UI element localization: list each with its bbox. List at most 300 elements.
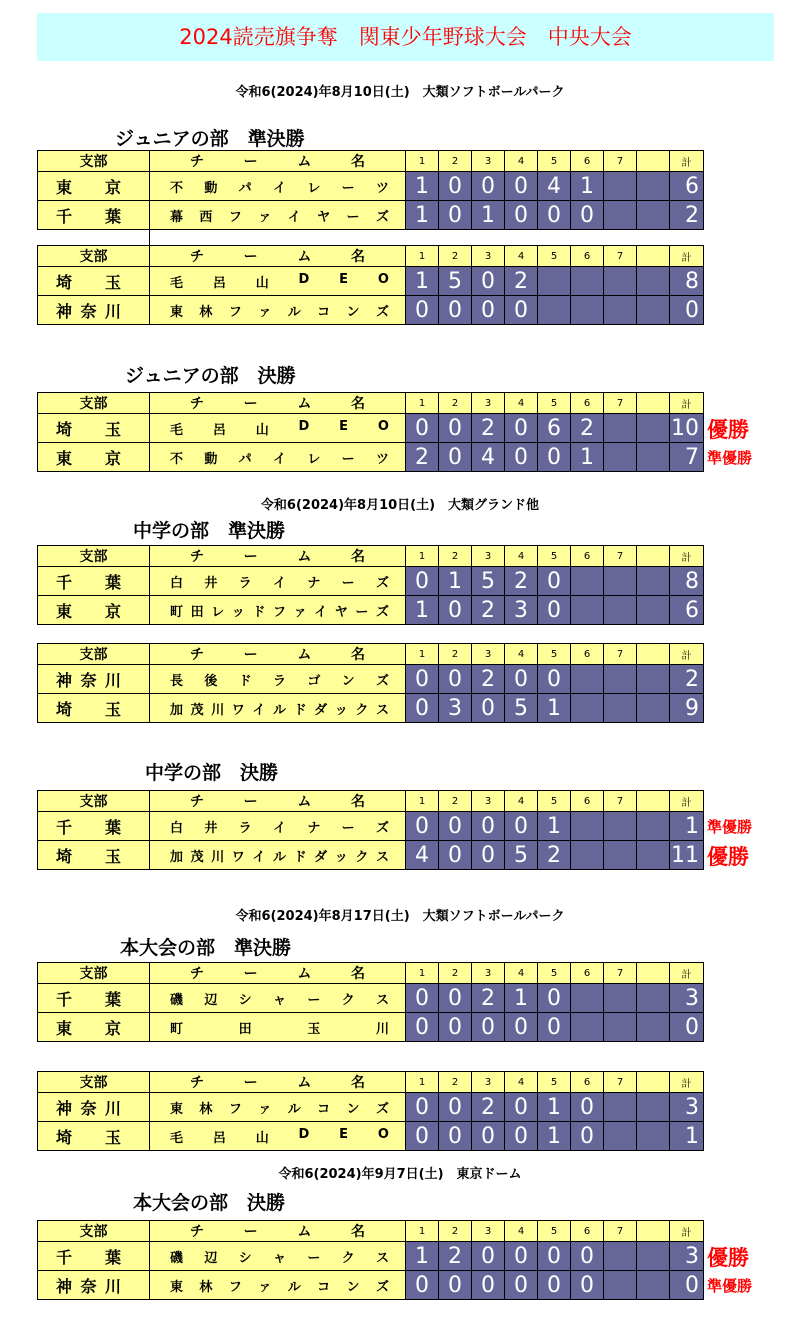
result-label: 準優勝 (707, 449, 753, 467)
team-name-char: 川 (211, 849, 225, 865)
header-row (38, 246, 704, 267)
header-branch: 支部 (38, 963, 150, 984)
team-name-char: コ (317, 1101, 331, 1117)
header-branch: 支部 (38, 246, 150, 267)
team-name-char: O (377, 418, 389, 434)
inning-score (637, 201, 670, 230)
inning-score (538, 267, 571, 296)
team-name-char: 不 (170, 180, 184, 196)
branch-cell (38, 201, 150, 230)
total-score: 8 (670, 567, 704, 596)
header-inning: 2 (439, 393, 472, 414)
team-name-char: フ (272, 604, 286, 620)
team-row (38, 1093, 704, 1122)
header-inning: 4 (505, 963, 538, 984)
inning-score: 0 (406, 812, 439, 841)
dateline: 令和6(2024)年8月10日(土) 大類ソフトボールパーク (235, 85, 565, 100)
header-row (38, 393, 704, 414)
header-branch: 支部 (38, 791, 150, 812)
team-name-char: 後 (204, 673, 218, 689)
team-name-char: E (339, 271, 349, 287)
inning-score (637, 1013, 670, 1042)
header-inning: 2 (439, 246, 472, 267)
inning-score: 1 (538, 812, 571, 841)
inning-score: 0 (505, 201, 538, 230)
header-inning: 7 (604, 1221, 637, 1242)
inning-score: 0 (406, 665, 439, 694)
team-name-char: コ (317, 304, 331, 320)
inning-score: 0 (538, 665, 571, 694)
team-name-char: 東 (170, 1101, 184, 1117)
header-inning: 2 (439, 791, 472, 812)
team-name-char: 呂 (212, 1130, 226, 1146)
team-row (38, 414, 704, 443)
header-inning: 4 (505, 246, 538, 267)
header-team-char: ム (297, 647, 312, 663)
team-name-char: 幕 (170, 209, 184, 225)
inning-score: 0 (439, 841, 472, 870)
header-inning: 6 (571, 1221, 604, 1242)
team-name-char: 不 (170, 451, 184, 467)
header-inning: 6 (571, 644, 604, 665)
inning-score (538, 296, 571, 325)
inning-score (604, 812, 637, 841)
header-inning: 3 (472, 963, 505, 984)
team-name-char: ズ (375, 1101, 389, 1117)
team-name-cell (150, 1271, 406, 1300)
inning-score: 0 (472, 841, 505, 870)
total-score: 10 (670, 414, 704, 443)
inning-score (571, 567, 604, 596)
inning-score (571, 665, 604, 694)
team-name-char: ズ (375, 1279, 389, 1295)
inning-score: 0 (406, 1271, 439, 1300)
team-name-char: 川 (375, 1021, 389, 1037)
score-table (37, 392, 704, 472)
inning-score (604, 841, 637, 870)
team-name-char: ズ (375, 209, 389, 225)
inning-score: 0 (439, 414, 472, 443)
team-row (38, 1013, 704, 1042)
team-name-char: ド (293, 702, 307, 718)
result-label: 優勝 (707, 1246, 749, 1270)
header-team (150, 151, 406, 172)
team-row (38, 296, 704, 325)
branch-char: 玉 (104, 419, 121, 439)
header-inning (637, 1072, 670, 1093)
inning-score: 0 (439, 1013, 472, 1042)
team-name-char: シ (238, 1250, 252, 1266)
inning-score: 0 (505, 296, 538, 325)
section-title: ジュニアの部 準決勝 (115, 128, 305, 150)
inning-score: 1 (406, 596, 439, 625)
header-team-char: チ (190, 396, 204, 412)
team-name-char: フ (228, 1101, 242, 1117)
header-inning: 1 (406, 1221, 439, 1242)
inning-score: 0 (439, 812, 472, 841)
team-name-char: ッ (231, 604, 245, 620)
header-row (38, 1072, 704, 1093)
inning-score: 0 (439, 1122, 472, 1151)
branch-char: 埼 (56, 1127, 73, 1147)
inning-score (637, 443, 670, 472)
header-team (150, 644, 406, 665)
team-name-cell (150, 841, 406, 870)
branch-cell (38, 1242, 150, 1271)
header-team-char: ム (297, 794, 312, 810)
inning-score: 1 (571, 172, 604, 201)
header-team-char: 名 (350, 1075, 365, 1091)
header-inning (637, 791, 670, 812)
header-team-char: ー (243, 249, 258, 265)
result-label: 優勝 (707, 418, 749, 442)
inning-score: 1 (538, 694, 571, 723)
branch-cell (38, 267, 150, 296)
header-team-char: ム (297, 549, 312, 565)
header-inning: 7 (604, 246, 637, 267)
inning-score: 0 (538, 1271, 571, 1300)
inning-score (604, 267, 637, 296)
header-team-char: ー (243, 647, 258, 663)
team-name-cell (150, 414, 406, 443)
branch-cell (38, 172, 150, 201)
score-table (37, 545, 704, 625)
inning-score: 1 (406, 201, 439, 230)
team-name-char: ル (272, 702, 286, 718)
team-name-char: ー (341, 451, 355, 467)
team-name-char: 町 (170, 1021, 184, 1037)
team-row (38, 567, 704, 596)
inning-score: 2 (472, 665, 505, 694)
team-name-char: 山 (255, 275, 269, 291)
header-team-char: チ (190, 249, 204, 265)
inning-score: 0 (439, 1271, 472, 1300)
inning-score (604, 596, 637, 625)
inning-score: 1 (406, 267, 439, 296)
team-name-char: ァ (258, 1279, 272, 1295)
inning-score (637, 812, 670, 841)
inning-score: 0 (406, 414, 439, 443)
header-inning: 1 (406, 151, 439, 172)
score-table (37, 1071, 704, 1151)
header-inning (637, 393, 670, 414)
team-name-char: イ (252, 702, 266, 718)
inning-score: 2 (406, 443, 439, 472)
team-name-cell (150, 267, 406, 296)
team-name-cell (150, 665, 406, 694)
team-name-char: ャ (272, 1250, 286, 1266)
inning-score: 0 (472, 1271, 505, 1300)
inning-score: 0 (538, 1242, 571, 1271)
branch-char: 神 (56, 1098, 73, 1118)
team-name-cell (150, 1242, 406, 1271)
header-inning (637, 151, 670, 172)
inning-score: 5 (472, 567, 505, 596)
header-inning: 7 (604, 644, 637, 665)
team-name-char: ル (287, 1101, 301, 1117)
header-inning: 6 (571, 1072, 604, 1093)
inning-score (604, 567, 637, 596)
inning-score (571, 694, 604, 723)
header-row (38, 546, 704, 567)
header-inning: 2 (439, 546, 472, 567)
header-team (150, 1221, 406, 1242)
header-inning: 7 (604, 1072, 637, 1093)
header-inning: 3 (472, 1072, 505, 1093)
branch-cell (38, 443, 150, 472)
inning-score: 2 (571, 414, 604, 443)
inning-score (637, 841, 670, 870)
inning-score: 2 (439, 1242, 472, 1271)
branch-cell (38, 596, 150, 625)
branch-char: 葉 (104, 572, 121, 592)
team-name-char: ズ (375, 820, 389, 836)
header-inning: 7 (604, 791, 637, 812)
team-name-char: イ (272, 820, 286, 836)
header-inning: 6 (571, 791, 604, 812)
inning-score: 0 (505, 414, 538, 443)
inning-score: 2 (472, 984, 505, 1013)
header-team-char: ム (297, 966, 312, 982)
inning-score (637, 414, 670, 443)
table-divider-line (149, 230, 150, 245)
total-score: 2 (670, 201, 704, 230)
team-row (38, 1271, 704, 1300)
header-inning: 2 (439, 1221, 472, 1242)
header-inning: 1 (406, 1072, 439, 1093)
team-name-char: 毛 (170, 275, 184, 291)
team-name-cell (150, 1013, 406, 1042)
team-name-char: ク (355, 849, 369, 865)
header-team-char: ム (297, 249, 312, 265)
inning-score (637, 172, 670, 201)
inning-score: 0 (439, 665, 472, 694)
team-name-char: ッ (334, 702, 348, 718)
header-team-char: ー (243, 966, 258, 982)
team-name-char: ズ (375, 604, 389, 620)
header-inning: 3 (472, 246, 505, 267)
inning-score (637, 567, 670, 596)
team-name-char: ス (375, 702, 389, 718)
team-name-char: 井 (204, 575, 218, 591)
header-team-char: ー (243, 154, 258, 170)
total-score: 1 (670, 812, 704, 841)
header-total: 計 (670, 644, 704, 665)
inning-score: 0 (571, 1242, 604, 1271)
header-inning: 1 (406, 393, 439, 414)
inning-score: 0 (439, 443, 472, 472)
team-name-char: ス (375, 1250, 389, 1266)
header-inning: 5 (538, 151, 571, 172)
team-name-char: ワ (231, 849, 245, 865)
team-name-char: ナ (307, 575, 321, 591)
team-name-char: ル (287, 1279, 301, 1295)
team-name-char: 白 (170, 820, 184, 836)
header-team-char: ー (243, 1075, 258, 1091)
team-name-char: 山 (255, 422, 269, 438)
header-branch: 支部 (38, 151, 150, 172)
team-name-char: 動 (204, 180, 218, 196)
inning-score: 0 (538, 567, 571, 596)
inning-score: 0 (406, 1013, 439, 1042)
header-team-char: ー (243, 396, 258, 412)
header-total: 計 (670, 963, 704, 984)
team-name-char: 呂 (212, 422, 226, 438)
inning-score (637, 1242, 670, 1271)
header-inning: 5 (538, 963, 571, 984)
team-name-char: ァ (258, 209, 272, 225)
team-name-char: イ (314, 604, 328, 620)
branch-char: 葉 (104, 817, 121, 837)
inning-score: 0 (538, 201, 571, 230)
team-name-char: イ (272, 575, 286, 591)
inning-score: 0 (538, 984, 571, 1013)
team-name-char: ン (346, 304, 360, 320)
team-name-char: パ (238, 180, 252, 196)
header-team-char: チ (190, 549, 204, 565)
header-branch: 支部 (38, 546, 150, 567)
branch-char: 京 (104, 177, 121, 197)
header-inning: 5 (538, 546, 571, 567)
inning-score (604, 1122, 637, 1151)
team-name-char: ン (346, 1279, 360, 1295)
inning-score (604, 296, 637, 325)
team-name-char: イ (272, 180, 286, 196)
inning-score (637, 596, 670, 625)
header-team (150, 393, 406, 414)
team-name-char: レ (307, 180, 321, 196)
inning-score: 0 (472, 296, 505, 325)
inning-score: 0 (505, 1122, 538, 1151)
header-team-char: ム (297, 396, 312, 412)
team-name-char: ー (341, 820, 355, 836)
header-inning: 1 (406, 791, 439, 812)
team-row (38, 841, 704, 870)
team-name-cell (150, 567, 406, 596)
team-name-cell (150, 296, 406, 325)
total-score: 6 (670, 596, 704, 625)
inning-score: 0 (439, 596, 472, 625)
team-name-char: 茂 (190, 702, 204, 718)
team-name-char: D (298, 1126, 310, 1142)
header-inning: 3 (472, 546, 505, 567)
team-name-char: 林 (199, 1101, 213, 1117)
header-inning: 4 (505, 1221, 538, 1242)
team-name-char: ド (293, 849, 307, 865)
header-inning: 3 (472, 791, 505, 812)
header-inning: 4 (505, 151, 538, 172)
branch-char: 玉 (104, 1127, 121, 1147)
team-name-char: 町 (170, 604, 184, 620)
team-name-char: ツ (375, 180, 389, 196)
section-title: 本大会の部 準決勝 (120, 937, 292, 959)
total-score: 2 (670, 665, 704, 694)
team-name-char: 東 (170, 304, 184, 320)
inning-score: 0 (505, 1242, 538, 1271)
inning-score: 0 (472, 1242, 505, 1271)
team-name-char: D (298, 271, 310, 287)
inning-score: 0 (505, 1013, 538, 1042)
inning-score (604, 665, 637, 694)
header-inning (637, 246, 670, 267)
header-total: 計 (670, 393, 704, 414)
header-branch: 支部 (38, 644, 150, 665)
branch-char: 葉 (104, 989, 121, 1009)
team-name-char: 西 (199, 209, 213, 225)
header-team-char: 名 (350, 1224, 365, 1240)
team-name-char: 川 (211, 702, 225, 718)
team-name-char: ー (341, 575, 355, 591)
header-team-char: チ (190, 794, 204, 810)
inning-score: 0 (571, 1122, 604, 1151)
header-team-char: チ (190, 1075, 204, 1091)
branch-char: 神 (56, 301, 73, 321)
total-score: 0 (670, 1013, 704, 1042)
team-name-char: ヤ (317, 209, 331, 225)
header-inning: 2 (439, 644, 472, 665)
header-team-char: 名 (350, 794, 365, 810)
header-inning (637, 644, 670, 665)
branch-char: 玉 (104, 699, 121, 719)
header-inning: 1 (406, 546, 439, 567)
header-team-char: 名 (350, 647, 365, 663)
team-name-char: 加 (170, 849, 184, 865)
team-name-char: 林 (199, 304, 213, 320)
result-label: 準優勝 (707, 818, 753, 836)
inning-score (571, 984, 604, 1013)
team-name-char: ル (287, 304, 301, 320)
total-score: 3 (670, 984, 704, 1013)
branch-char: 埼 (56, 272, 73, 292)
team-name-char: ダ (314, 702, 328, 718)
inning-score: 0 (406, 1093, 439, 1122)
inning-score (604, 984, 637, 1013)
inning-score: 1 (538, 1122, 571, 1151)
header-total: 計 (670, 546, 704, 567)
result-label: 優勝 (707, 845, 749, 869)
branch-char: 千 (56, 989, 73, 1009)
branch-cell (38, 296, 150, 325)
team-name-char: ツ (375, 451, 389, 467)
score-table (37, 643, 704, 723)
team-row (38, 812, 704, 841)
inning-score: 1 (571, 443, 604, 472)
team-name-char: コ (317, 1279, 331, 1295)
team-name-char: ズ (375, 304, 389, 320)
header-total: 計 (670, 246, 704, 267)
branch-char: 千 (56, 1247, 73, 1267)
team-name-char: フ (228, 209, 242, 225)
team-name-char: ラ (238, 820, 252, 836)
branch-char: 川 (104, 670, 121, 690)
team-name-char: 辺 (204, 1250, 218, 1266)
team-row (38, 596, 704, 625)
branch-char: 千 (56, 572, 73, 592)
team-name-char: イ (272, 451, 286, 467)
total-score: 0 (670, 1271, 704, 1300)
inning-score (604, 443, 637, 472)
team-row (38, 694, 704, 723)
branch-cell (38, 1122, 150, 1151)
team-name-char: 毛 (170, 1130, 184, 1146)
inning-score: 2 (472, 414, 505, 443)
total-score: 0 (670, 296, 704, 325)
total-score: 1 (670, 1122, 704, 1151)
inning-score: 0 (472, 1122, 505, 1151)
team-name-char: 磯 (170, 1250, 184, 1266)
branch-char: 奈 (80, 1098, 97, 1118)
branch-cell (38, 984, 150, 1013)
